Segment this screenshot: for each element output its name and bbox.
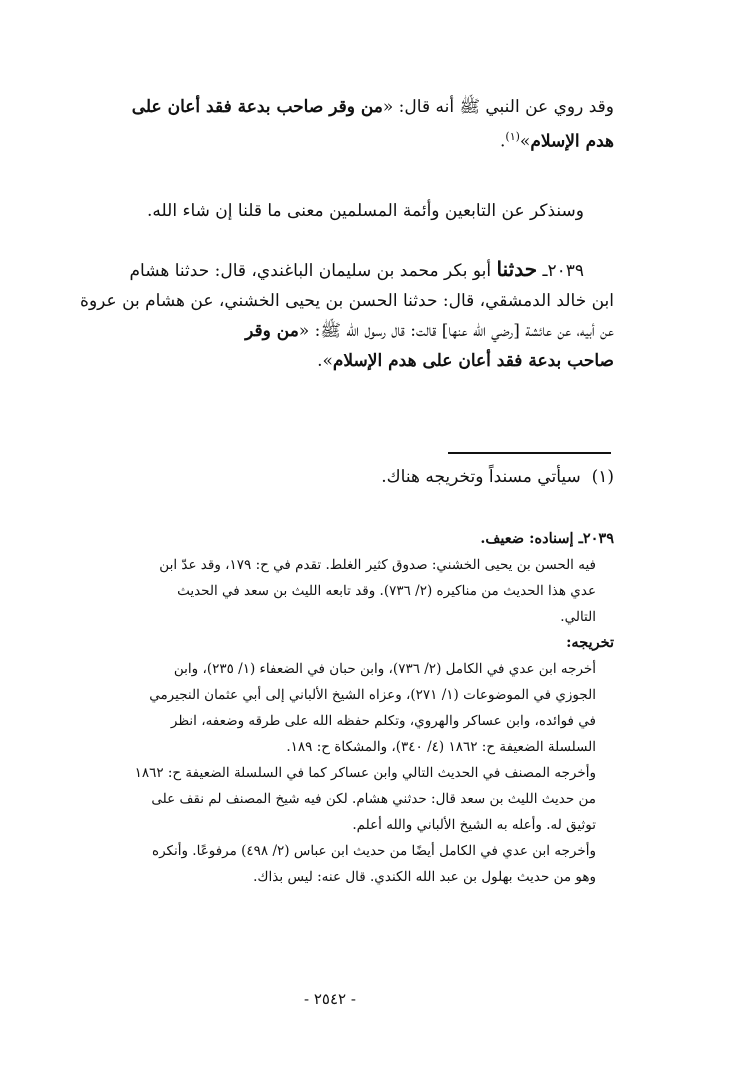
note-line: السلسلة الضعيفة ح: ١٨٦٢ (٤/ ٣٤٠)، والمشكاة ح: ١٨٩. <box>286 739 596 755</box>
paragraph-hadith-2039 <box>44 254 614 376</box>
hadith-text-bold: صاحب بدعة فقد أعان على هدم الإسلام <box>332 351 614 371</box>
notes-heading: ٢٠٣٩ـ إسناده: ضعيف. <box>480 530 614 547</box>
keyword-haddathana: حدثنا <box>496 257 538 281</box>
text-line <box>44 92 614 122</box>
text-line <box>44 254 614 286</box>
note-line: من حديث الليث بن سعد قال: حدثني هشام. لكن فيه شيخ المصنف لم نقف على <box>151 791 596 807</box>
hadith-text-bold: من وقر صاحب بدعة فقد أعان على <box>131 97 383 117</box>
text-run: وقد روي عن النبي ﷺ أنه قال: « <box>382 97 614 117</box>
note-line: وهو من حديث بهلول بن عبد الله الكندي. قال عنه: ليس بذاك. <box>253 869 596 885</box>
note-line: أخرجه ابن عدي في الكامل (٢/ ٧٣٦)، وابن حبان في الضعفاء (١/ ٢٣٥)، وابن <box>173 661 596 677</box>
note-line: في فوائده، وابن عساكر والهروي، وتكلم حفظه الله على طرقه وضعفه، انظر <box>170 713 596 729</box>
text-line <box>44 316 614 346</box>
text-line: وسنذكر عن التابعين وأئمة المسلمين معنى ما قلنا إن شاء الله. <box>147 201 584 221</box>
text-run: . <box>500 131 506 152</box>
isnad-block <box>44 552 614 630</box>
text-line: ابن خالد الدمشقي، قال: حدثنا الحسن بن يحيى الخشني، عن هشام بن عروة <box>80 291 614 311</box>
note-line: فيه الحسن بن يحيى الخشني: صدوق كثير الغلط. تقدم في ح: ١٧٩، وقد عدّ ابن <box>159 557 596 573</box>
paragraph-note <box>44 196 614 226</box>
takhrij-heading: تخريجه: <box>566 634 614 651</box>
quote-close: ». <box>317 351 333 371</box>
text-line <box>44 122 614 157</box>
editor-notes <box>44 526 614 890</box>
text-run: أبو بكر محمد بن سليمان الباغندي، قال: حدثنا هشام <box>129 261 492 281</box>
takhrij-block <box>44 656 614 890</box>
note-line: الجوزي في الموضوعات (١/ ٢٧١)، وعزاه الشيخ الألباني إلى أبي عثمان النجيرمي <box>149 687 596 703</box>
footnote-1 <box>381 462 614 492</box>
footnote-reference: (١) <box>505 130 520 143</box>
note-line: وأخرجه ابن عدي في الكامل أيضًا من حديث ابن عباس (٢/ ٤٩٨) مرفوعًا. وأنكره <box>152 843 596 859</box>
note-line: عدي هذا الحديث من مناكيره (٢/ ٧٣٦). وقد تابعه الليث بن سعد في الحديث <box>177 583 596 599</box>
page-number: - ٢٥٤٢ - <box>304 990 356 1008</box>
footnote-text: سيأتي مسنداً وتخريجه هناك. <box>381 467 581 487</box>
quote-close: » <box>519 131 531 152</box>
text-line <box>44 346 614 376</box>
hadith-text-bold: من وقر <box>245 321 299 341</box>
note-line: توثيق له. وأعله به الشيخ الألباني والله أعلم. <box>352 817 596 833</box>
note-line: وأخرجه المصنف في الحديث التالي وابن عساكر كما في السلسلة الضعيفة ح: ١٨٦٢ <box>134 765 596 781</box>
footnote-separator <box>448 452 611 454</box>
hadith-text-bold: هدم الإسلام <box>530 131 614 152</box>
text-run: عن أبيه، عن عائشة [رضي الله عنها] قالت: قال رسول الله ﷺ: « <box>298 321 614 341</box>
paragraph-hadith-intro <box>44 92 614 157</box>
note-line: التالي. <box>560 609 596 625</box>
hadith-number: ٢٠٣٩ـ <box>542 261 584 281</box>
footnote-marker: (١) <box>591 467 614 487</box>
